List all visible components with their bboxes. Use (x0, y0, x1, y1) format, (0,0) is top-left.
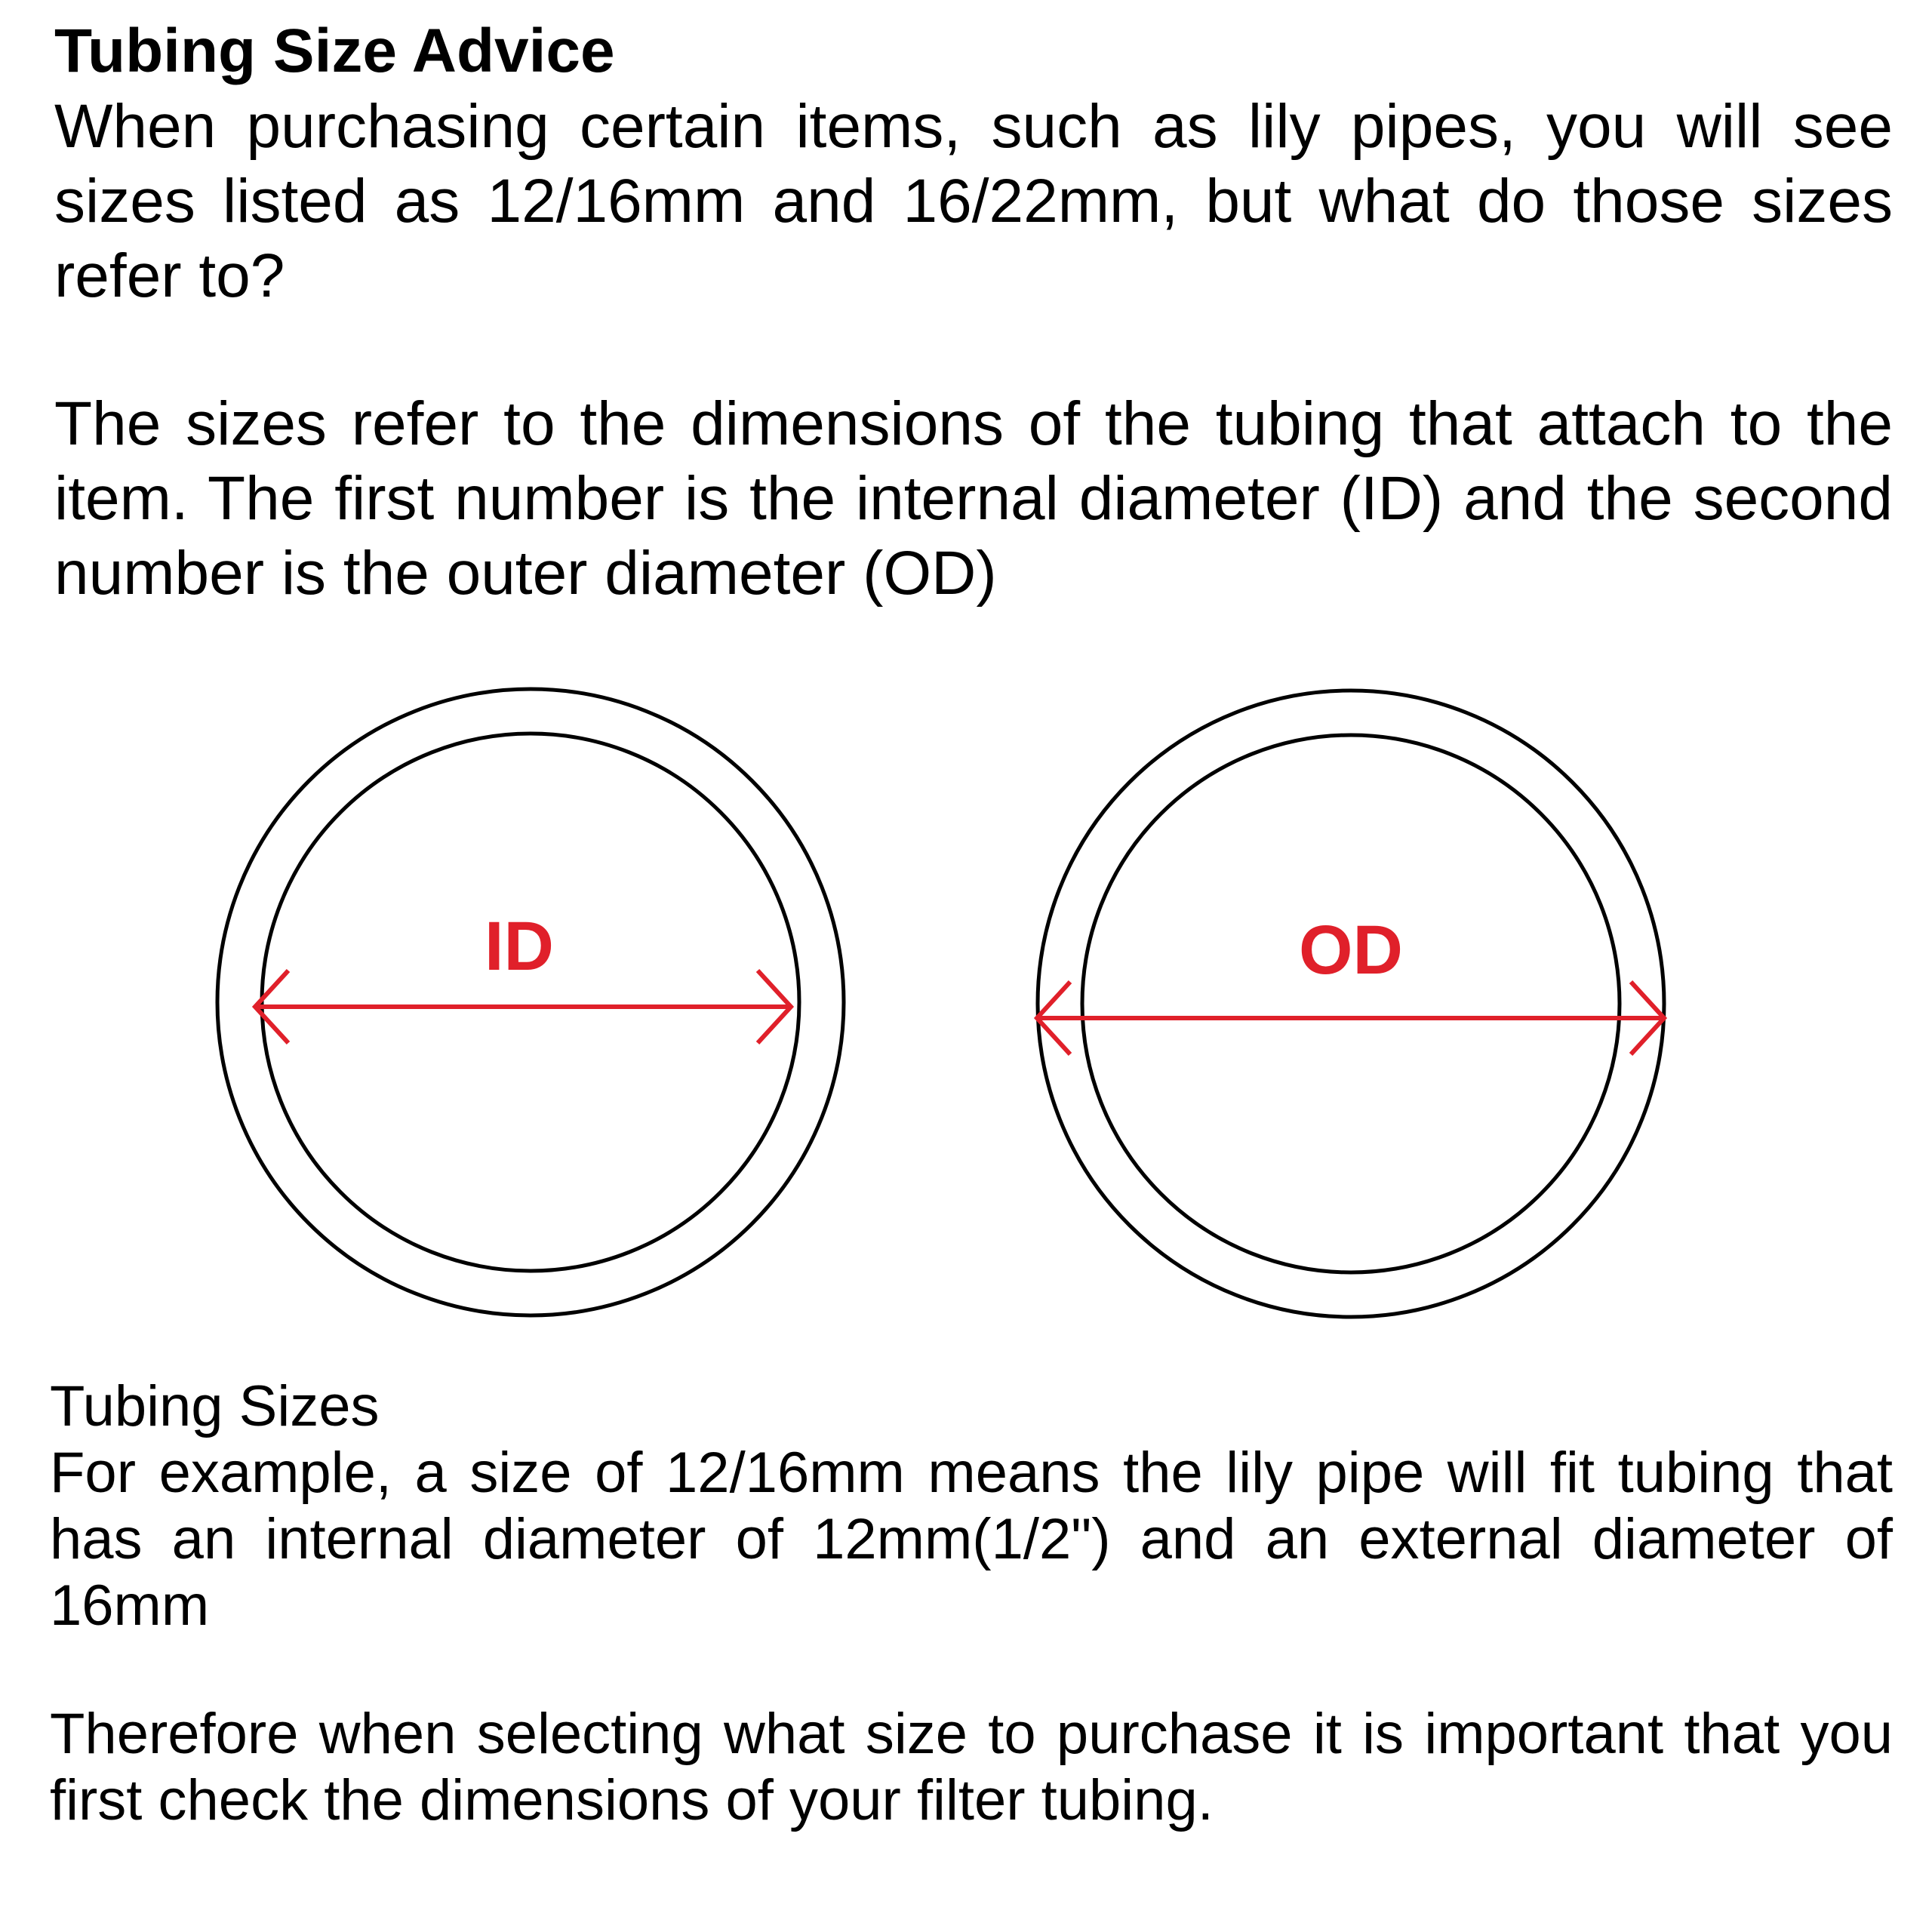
od-tube-figure (1037, 691, 1664, 1317)
od-outer-circle (1038, 691, 1664, 1317)
od-label: OD (1299, 912, 1403, 989)
tubing-sizes-heading: Tubing Sizes (50, 1374, 380, 1438)
intro-paragraph: When purchasing certain items, such as lily pipes, you will see sizes listed as 12/16mm and 16/22mm, but what do those sizes refer to? (54, 92, 1893, 310)
conclusion-paragraph: Therefore when selecting what size to purchase it is important that you first check the dimensions of your filter tubing. (50, 1702, 1893, 1832)
od-inner-circle (1082, 735, 1620, 1272)
explanation-paragraph: The sizes refer to the dimensions of the tubing that attach to the item. The first number is the internal diameter (ID) and the second number is the outer diameter (OD) (54, 389, 1893, 608)
id-label: ID (485, 908, 554, 985)
id-outer-circle (217, 689, 844, 1315)
tubing-sizes-example: For example, a size of 12/16mm means the lily pipe will fit tubing that has an internal diameter of 12mm(1/2") and an external diameter of 16mm (50, 1441, 1893, 1638)
page-title: Tubing Size Advice (54, 17, 615, 85)
id-inner-circle (262, 734, 799, 1271)
id-tube-figure (217, 689, 844, 1315)
tubing-diagram (0, 634, 1932, 1358)
